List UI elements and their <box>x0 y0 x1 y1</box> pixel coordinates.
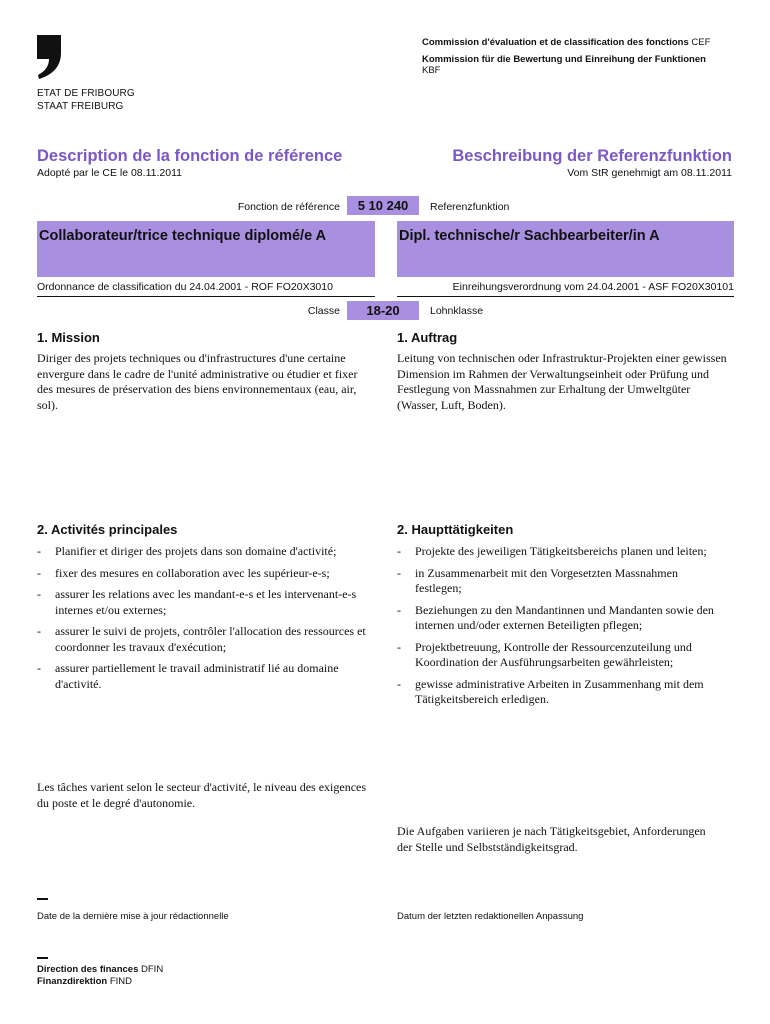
ordinance-divider-fr <box>37 296 375 297</box>
logo-line-fr: ETAT DE FRIBOURG <box>37 88 135 99</box>
reference-label-fr: Fonction de référence <box>237 201 340 213</box>
adopted-de: Vom StR genehmigt am 08.11.2011 <box>567 167 732 179</box>
ordinance-de: Einreihungsverordnung vom 24.04.2001 - ASF FO20X30101 <box>452 281 734 293</box>
activities-note-de: Die Aufgaben variieren je nach Tätigkeitsgebiet, Anforderungen der Stelle und Selbstständigkeitsgrad. <box>397 824 706 854</box>
function-title-box-de <box>397 221 734 277</box>
mission-heading-de: 1. Auftrag <box>397 330 458 345</box>
list-item: - fixer des mesures en collaboration avec les supérieur-e-s; <box>37 566 372 582</box>
list-item: - gewisse administrative Arbeiten in Zusammenhang mit dem Tätigkeitsbereich erledigen. <box>397 677 722 708</box>
ordinance-fr: Ordonnance de classification du 24.04.2001 - ROF FO20X3010 <box>37 281 333 293</box>
reference-code-badge: 5 10 240 <box>347 196 419 215</box>
activities-note-fr: Les tâches varient selon le secteur d'activité, le niveau des exigences du poste et le degré d'autonomie. <box>37 780 367 810</box>
activities-heading-de: 2. Haupttätigkeiten <box>397 522 514 537</box>
last-update-fr: Date de la dernière mise à jour rédactionnelle <box>37 911 229 922</box>
class-label-fr: Classe <box>307 305 340 317</box>
list-item: - assurer le suivi de projets, contrôler l'allocation des ressources et coordonner les travaux d'exécution; <box>37 624 372 655</box>
list-item: - assurer les relations avec les mandant-e-s et les intervenant-e-s internes et/ou externes; <box>37 587 372 618</box>
direction-de-name: Finanzdirektion <box>37 975 108 987</box>
commission-de-abbr: KBF <box>422 65 441 76</box>
commission-fr <box>422 37 722 48</box>
activities-heading-fr: 2. Activités principales <box>37 522 178 537</box>
function-title-de: Dipl. technische/r Sachbearbeiter/in A <box>399 228 660 244</box>
adopted-fr: Adopté par le CE le 08.11.2011 <box>37 167 182 179</box>
direction-de <box>37 976 163 988</box>
logo-text <box>37 87 135 113</box>
commission-header <box>422 37 722 82</box>
direction-de-abbr: FIND <box>109 975 133 987</box>
footer-mark-direction <box>37 957 48 959</box>
direction-block <box>37 964 163 987</box>
list-item: - Planifier et diriger des projets dans son domaine d'activité; <box>37 544 372 560</box>
class-badge: 18-20 <box>347 301 419 320</box>
mission-text-de: Leitung von technischen oder Infrastruktur-Projekten einer gewissen Dimension im Rahmen der Verwaltungseinheit oder Prüfung und Festlegung von Massnahmen zur Erhaltung der Umweltgüter (Wasser, Luft, Boden). <box>397 351 727 412</box>
ordinance-divider-de <box>397 296 734 297</box>
commission-fr-name: Commission d'évaluation et de classification des fonctions <box>422 37 689 48</box>
direction-fr-abbr: DFIN <box>141 964 164 975</box>
mission-text-fr: Diriger des projets techniques ou d'infrastructures d'une certaine envergure dans le cadre de l'unité administrative ou étudier et fixer des mesures de préservation des biens environnementaux (eau, air, sol). <box>37 351 358 412</box>
activities-list-de <box>397 544 722 708</box>
reference-label-de: Referenzfunktion <box>430 201 510 213</box>
page-title-fr: Description de la fonction de référence <box>37 147 343 165</box>
last-update-de: Datum der letzten redaktionellen Anpassung <box>397 911 584 922</box>
logo-line-de: STAAT FREIBURG <box>37 101 124 112</box>
list-item: - Beziehungen zu den Mandantinnen und Mandanten sowie den internen und/oder externen Beteiligten pflegen; <box>397 603 722 634</box>
function-title-box-fr <box>37 221 375 277</box>
list-item: - assurer partiellement le travail administratif lié au domaine d'activité. <box>37 661 372 692</box>
class-label-de: Lohnklasse <box>430 305 484 317</box>
direction-fr-name: Direction des finances <box>37 964 139 975</box>
page-title-de: Beschreibung der Referenzfunktion <box>452 147 732 165</box>
commission-de-name: Kommission für die Bewertung und Einreihung der Funktionen <box>422 54 706 65</box>
activities-list-fr <box>37 544 372 692</box>
function-title-fr: Collaborateur/trice technique diplomé/e A <box>39 228 327 244</box>
commission-de <box>422 54 722 76</box>
fribourg-logo-icon <box>36 35 62 79</box>
list-item: - in Zusammenarbeit mit den Vorgesetzten Massnahmen festlegen; <box>397 566 722 597</box>
mission-heading-fr: 1. Mission <box>37 330 100 345</box>
list-item: - Projekte des jeweiligen Tätigkeitsbereichs planen und leiten; <box>397 544 722 560</box>
list-item: - Projektbetreuung, Kontrolle der Ressourcenzuteilung und Koordination der Ausführungsarbeiten gewährleisten; <box>397 640 722 671</box>
direction-fr <box>37 964 163 976</box>
footer-mark-update <box>37 898 48 900</box>
commission-fr-abbr: CEF <box>691 37 711 48</box>
